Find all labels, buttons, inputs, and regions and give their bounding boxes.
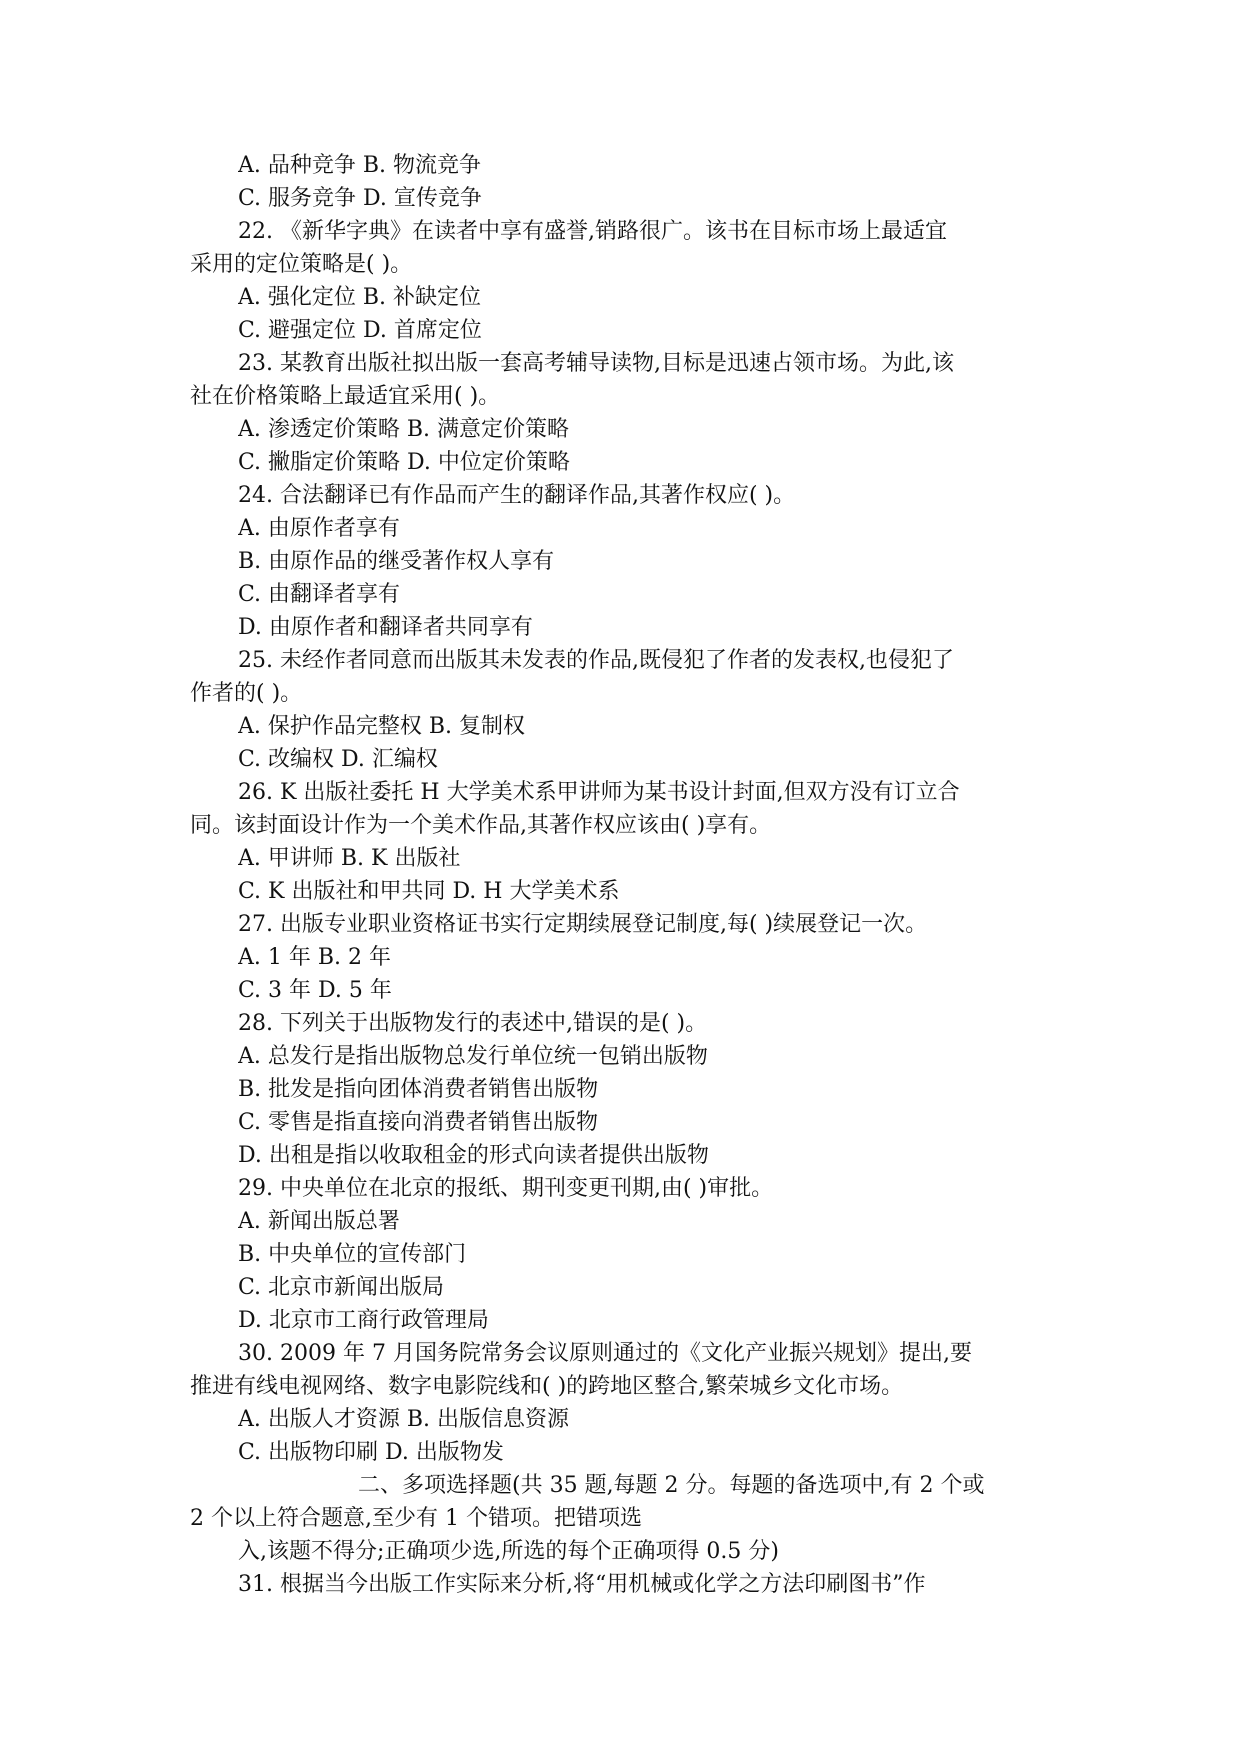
question-30: 30. 2009 年 7 月国务院常务会议原则通过的《文化产业振兴规划》提出,要 [238, 1341, 972, 1366]
option-line: C. 3 年 D. 5 年 [238, 978, 392, 1003]
option-line: C. K 出版社和甲共同 D. H 大学美术系 [238, 879, 620, 904]
question-22: 22. 《新华字典》在读者中享有盛誉,销路很广。该书在目标市场上最适宜 [238, 219, 947, 244]
option-line: C. 由翻译者享有 [238, 582, 401, 607]
option-line: C. 撇脂定价策略 D. 中位定价策略 [238, 450, 570, 475]
option-line: A. 由原作者享有 [238, 516, 400, 541]
option-line: C. 避强定位 D. 首席定位 [238, 318, 482, 343]
question-31: 31. 根据当今出版工作实际来分析,将“用机械或化学之方法印刷图书”作 [238, 1572, 926, 1597]
section-heading-continuation: 2 个以上符合题意,至少有 1 个错项。把错项选 [190, 1506, 642, 1531]
option-line: A. 总发行是指出版物总发行单位统一包销出版物 [238, 1044, 708, 1069]
question-26: 26. K 出版社委托 H 大学美术系甲讲师为某书设计封面,但双方没有订立合 [238, 780, 960, 805]
question-25: 25. 未经作者同意而出版其未发表的作品,既侵犯了作者的发表权,也侵犯了 [238, 648, 954, 673]
question-24: 24. 合法翻译已有作品而产生的翻译作品,其著作权应( )。 [238, 483, 796, 508]
option-line: B. 由原作品的继受著作权人享有 [238, 549, 555, 574]
option-line: C. 改编权 D. 汇编权 [238, 747, 438, 772]
section-heading-continuation: 入,该题不得分;正确项少选,所选的每个正确项得 0.5 分) [238, 1539, 779, 1564]
question-continuation: 同。该封面设计作为一个美术作品,其著作权应该由( )享有。 [190, 813, 772, 838]
question-continuation: 社在价格策略上最适宜采用( )。 [190, 384, 501, 409]
question-continuation: 作者的( )。 [190, 681, 303, 706]
option-line: A. 甲讲师 B. K 出版社 [238, 846, 461, 871]
option-line: C. 服务竞争 D. 宣传竞争 [238, 186, 482, 211]
option-line: A. 渗透定价策略 B. 满意定价策略 [238, 417, 570, 442]
option-line: A. 出版人才资源 B. 出版信息资源 [238, 1407, 570, 1432]
option-line: C. 零售是指直接向消费者销售出版物 [238, 1110, 599, 1135]
option-line: A. 新闻出版总署 [238, 1209, 400, 1234]
option-line: B. 中央单位的宣传部门 [238, 1242, 467, 1267]
option-line: A. 保护作品完整权 B. 复制权 [238, 714, 526, 739]
option-line: A. 强化定位 B. 补缺定位 [238, 285, 482, 310]
question-29: 29. 中央单位在北京的报纸、期刊变更刊期,由( )审批。 [238, 1176, 774, 1201]
option-line: B. 批发是指向团体消费者销售出版物 [238, 1077, 599, 1102]
question-28: 28. 下列关于出版物发行的表述中,错误的是( )。 [238, 1011, 708, 1036]
section-heading: 二、多项选择题(共 35 题,每题 2 分。每题的备选项中,有 2 个或 [358, 1473, 985, 1498]
question-continuation: 采用的定位策略是( )。 [190, 252, 413, 277]
option-line: C. 出版物印刷 D. 出版物发 [238, 1440, 504, 1465]
question-27: 27. 出版专业职业资格证书实行定期续展登记制度,每( )续展登记一次。 [238, 912, 928, 937]
option-line: D. 出租是指以收取租金的形式向读者提供出版物 [238, 1143, 709, 1168]
option-line: C. 北京市新闻出版局 [238, 1275, 445, 1300]
option-line: A. 1 年 B. 2 年 [238, 945, 392, 970]
question-continuation: 推进有线电视网络、数字电影院线和( )的跨地区整合,繁荣城乡文化市场。 [190, 1374, 904, 1399]
option-line: D. 北京市工商行政管理局 [238, 1308, 489, 1333]
question-23: 23. 某教育出版社拟出版一套高考辅导读物,目标是迅速占领市场。为此,该 [238, 351, 954, 376]
option-line: D. 由原作者和翻译者共同享有 [238, 615, 533, 640]
option-line: A. 品种竞争 B. 物流竞争 [238, 153, 482, 178]
